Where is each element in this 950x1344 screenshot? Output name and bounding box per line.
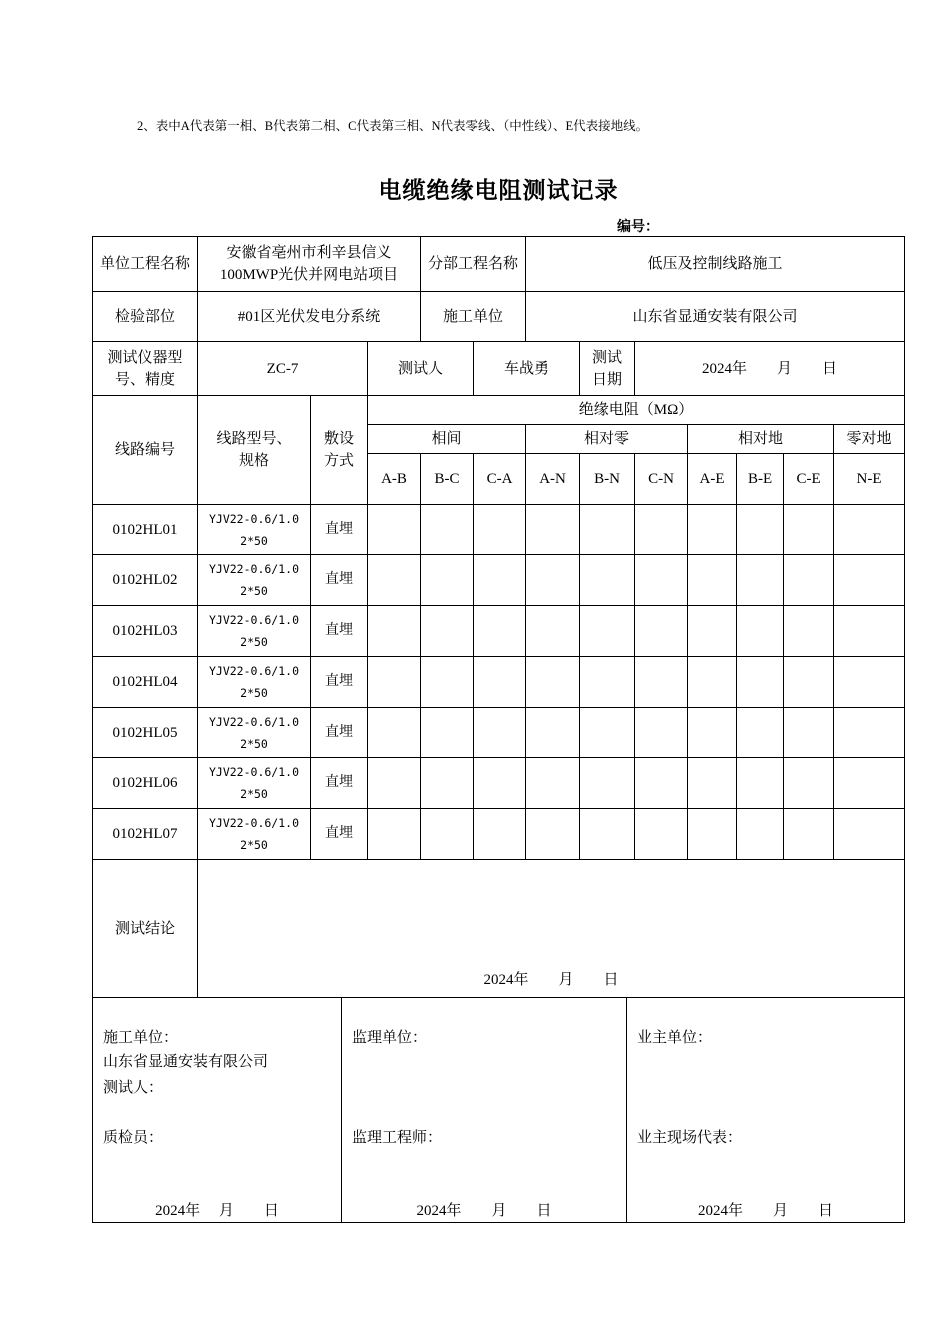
inspect-part-value: #01区光伏发电分系统 bbox=[198, 292, 421, 342]
header-insulation: 绝缘电阻（MΩ） bbox=[368, 396, 905, 425]
contractor-sign-block bbox=[93, 997, 342, 1223]
owner-sign-block bbox=[627, 997, 905, 1223]
contractor-label: 施工单位 bbox=[421, 292, 526, 342]
contractor-unit-label: 施工单位： bbox=[103, 1030, 179, 1046]
supervisor-unit-label: 监理单位： bbox=[352, 1030, 428, 1046]
header-laying: 敷设方式 bbox=[311, 396, 368, 505]
owner-sign-date: 2024年 月 日 bbox=[697, 1203, 833, 1219]
header-line-spec: 线路型号、规格 bbox=[198, 396, 311, 505]
table-row bbox=[93, 809, 905, 860]
col-header: C-A bbox=[474, 454, 526, 505]
col-header: C-E bbox=[784, 454, 834, 505]
line-spec: YJV22-0.6/1.0 2*50 bbox=[198, 555, 311, 606]
header-line-no: 线路编号 bbox=[93, 396, 198, 505]
contractor-sign-date: 2024年 月 日 bbox=[155, 1203, 279, 1219]
col-header: C-N bbox=[635, 454, 688, 505]
record-number-label: 编号： bbox=[617, 219, 659, 235]
sub-project-value: 低压及控制线路施工 bbox=[526, 237, 905, 292]
laying-method: 直埋 bbox=[311, 657, 368, 708]
line-spec: YJV22-0.6/1.0 2*50 bbox=[198, 606, 311, 657]
line-spec: YJV22-0.6/1.0 2*50 bbox=[198, 758, 311, 809]
unit-project-value: 安徽省亳州市利辛县信义100MWP光伏并网电站项目 bbox=[198, 237, 421, 292]
contractor-value: 山东省显通安装有限公司 bbox=[526, 292, 905, 342]
tester-label: 测试人 bbox=[368, 342, 474, 396]
line-spec: YJV22-0.6/1.0 2*50 bbox=[198, 657, 311, 708]
inspect-part-label: 检验部位 bbox=[93, 292, 198, 342]
col-header: B-N bbox=[580, 454, 635, 505]
insulation-test-table bbox=[92, 236, 905, 998]
group-phase: 相间 bbox=[368, 425, 526, 454]
col-header: B-C bbox=[421, 454, 474, 505]
table-row bbox=[93, 657, 905, 708]
line-spec: YJV22-0.6/1.0 2*50 bbox=[198, 505, 311, 555]
table-row bbox=[93, 505, 905, 555]
contractor-unit-name: 山东省显通安装有限公司 bbox=[103, 1054, 269, 1070]
line-id: 0102HL06 bbox=[93, 758, 198, 809]
laying-method: 直埋 bbox=[311, 505, 368, 555]
tester-value: 车战勇 bbox=[474, 342, 580, 396]
owner-unit-label: 业主单位： bbox=[637, 1030, 713, 1046]
supervisor-engineer-label: 监理工程师： bbox=[352, 1130, 443, 1146]
col-header: A-E bbox=[688, 454, 737, 505]
col-header: A-B bbox=[368, 454, 421, 505]
test-date-label: 测试日期 bbox=[580, 342, 635, 396]
page-title: 电缆绝缘电阻测试记录 bbox=[378, 178, 619, 204]
line-id: 0102HL04 bbox=[93, 657, 198, 708]
unit-project-label: 单位工程名称 bbox=[93, 237, 198, 292]
conclusion-date: 2024年 月 日 bbox=[198, 860, 905, 998]
tester-sign-label: 测试人： bbox=[103, 1080, 164, 1096]
supervisor-sign-date: 2024年 月 日 bbox=[416, 1203, 552, 1219]
conclusion-label: 测试结论 bbox=[93, 860, 198, 998]
qc-sign-label: 质检员： bbox=[103, 1130, 164, 1146]
laying-method: 直埋 bbox=[311, 708, 368, 758]
laying-method: 直埋 bbox=[311, 809, 368, 860]
owner-rep-label: 业主现场代表： bbox=[637, 1130, 743, 1146]
table-row bbox=[93, 555, 905, 606]
group-ground: 相对地 bbox=[688, 425, 834, 454]
col-header: N-E bbox=[834, 454, 905, 505]
line-id: 0102HL01 bbox=[93, 505, 198, 555]
sub-project-label: 分部工程名称 bbox=[421, 237, 526, 292]
line-spec: YJV22-0.6/1.0 2*50 bbox=[198, 708, 311, 758]
line-spec: YJV22-0.6/1.0 2*50 bbox=[198, 809, 311, 860]
table-row bbox=[93, 758, 905, 809]
footnote: 2、表中A代表第一相、B代表第二相、C代表第三相、N代表零线、（中性线）、E代表接地线。 bbox=[137, 119, 649, 133]
signature-table bbox=[92, 997, 905, 1223]
table-row bbox=[93, 708, 905, 758]
test-date-value: 2024年 月 日 bbox=[635, 342, 905, 396]
instrument-label: 测试仪器型号、精度 bbox=[93, 342, 198, 396]
laying-method: 直埋 bbox=[311, 758, 368, 809]
group-neutral: 相对零 bbox=[526, 425, 688, 454]
table-row bbox=[93, 606, 905, 657]
col-header: A-N bbox=[526, 454, 580, 505]
line-id: 0102HL07 bbox=[93, 809, 198, 860]
line-id: 0102HL03 bbox=[93, 606, 198, 657]
laying-method: 直埋 bbox=[311, 555, 368, 606]
instrument-value: ZC-7 bbox=[198, 342, 368, 396]
line-id: 0102HL05 bbox=[93, 708, 198, 758]
line-id: 0102HL02 bbox=[93, 555, 198, 606]
col-header: B-E bbox=[737, 454, 784, 505]
laying-method: 直埋 bbox=[311, 606, 368, 657]
supervisor-sign-block bbox=[342, 997, 627, 1223]
group-ne: 零对地 bbox=[834, 425, 905, 454]
